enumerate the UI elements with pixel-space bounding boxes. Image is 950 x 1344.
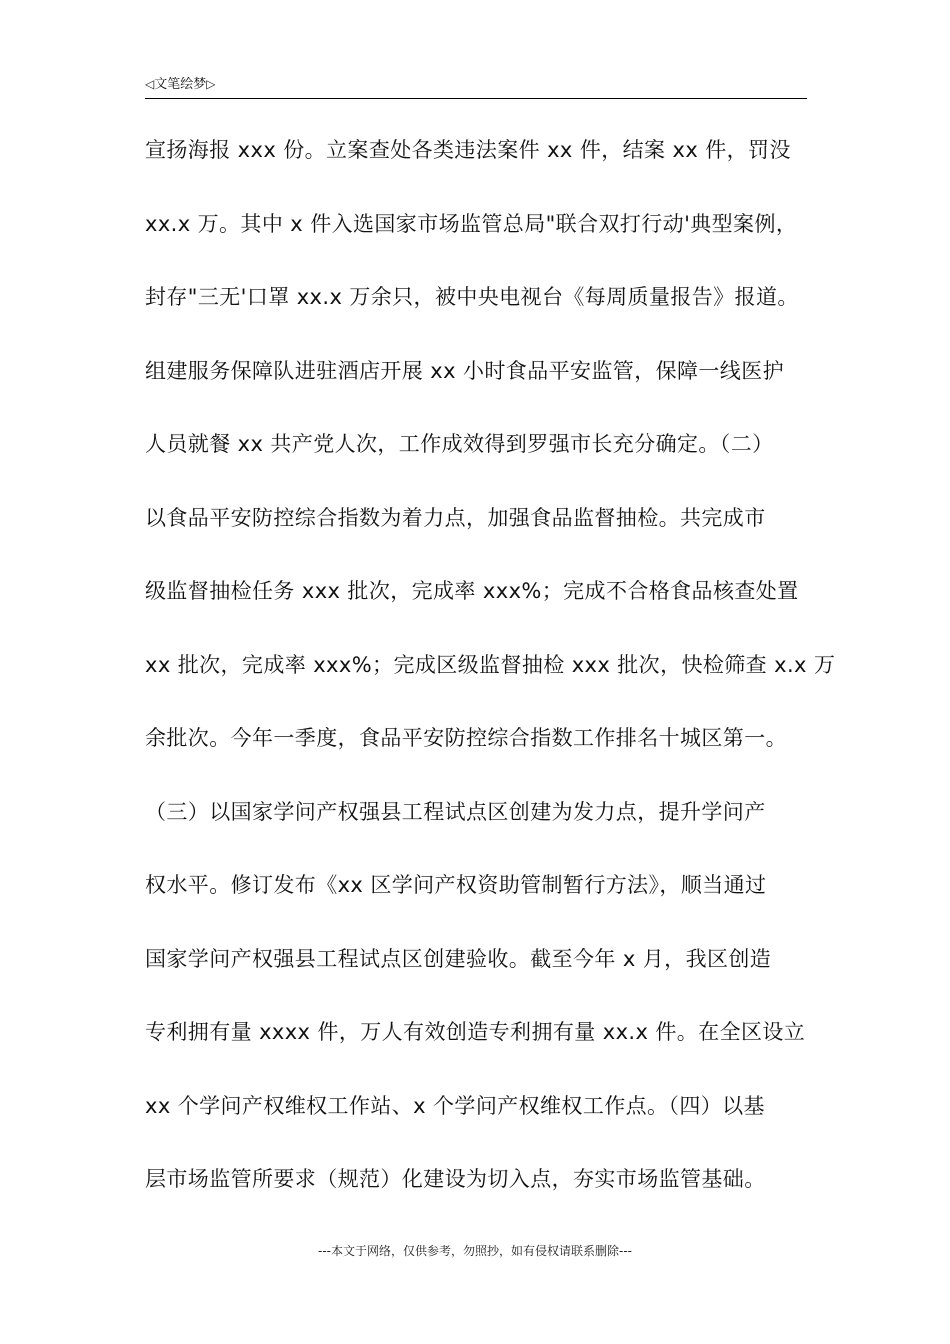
text-line: （三）以国家学问产权强县工程试点区创建为发力点，提升学问产 [145,799,766,824]
header-title-block [145,74,215,95]
text-line: 权水平。修订发布《xx 区学问产权资助管制暂行方法》，顺当通过 [145,873,767,897]
text-line: 人员就餐 xx 共产党人次，工作成效得到罗强市长充分确定。（二） [145,432,774,456]
header-title: 文笔绘梦 [154,77,207,92]
footer-disclaimer: ---本文于网络，仅供参考，勿照抄，如有侵权请联系删除--- [318,1244,632,1258]
text-line: 层市场监管所要求（规范）化建设为切入点，夯实市场监管基础。 [145,1167,766,1191]
text-line: 组建服务保障队进驻酒店开展 xx 小时食品平安监管，保障一线医护 [145,358,785,383]
text-line: 宣扬海报 xxx 份。立案查处各类违法案件 xx 件，结案 xx 件，罚没 [145,138,791,162]
text-line: 专利拥有量 xxxx 件，万人有效创造专利拥有量 xx.x 件。在全区设立 [145,1020,806,1044]
text-line: xx 个学问产权维权工作站、x 个学问产权维权工作点。（四）以基 [145,1093,765,1118]
page-header [145,72,807,99]
text-line: 余批次。今年一季度，食品平安防控综合指数工作排名十城区第一。 [145,726,787,750]
text-line: 级监督抽检任务 xxx 批次，完成率 xxx%；完成不合格食品核查处置 [145,579,799,603]
left-triangle-icon: ◁ [145,77,155,91]
text-line: 封存"三无'口罩 xx.x 万余只，被中央电视台《每周质量报告》报道。 [145,285,799,309]
text-line: xx 批次，完成率 xxx%；完成区级监督抽检 xxx 批次，快检筛查 x.x 万 [145,652,836,677]
right-triangle-icon: ▷ [206,77,216,91]
text-line: xx.x 万。其中 x 件入选国家市场监管总局"联合双打行动'典型案例， [145,211,798,236]
document-body [145,128,836,1231]
text-line: 以食品平安防控综合指数为着力点，加强食品监督抽检。共完成市 [145,505,766,530]
text-line: 国家学问产权强县工程试点区创建验收。截至今年 x 月，我区创造 [145,946,772,971]
